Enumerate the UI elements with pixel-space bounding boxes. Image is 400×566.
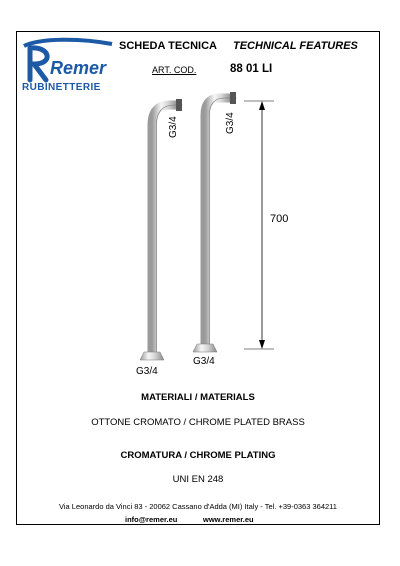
art-code-label: ART. COD. (152, 65, 197, 75)
dimension-line (244, 101, 274, 349)
right-pipe-thread (230, 92, 236, 104)
logo-word: Remer (50, 58, 107, 78)
materials-heading: MATERIALI / MATERIALS (141, 392, 255, 403)
materials-value: OTTONE CROMATO / CHROME PLATED BRASS (91, 417, 305, 428)
title-english: TECHNICAL FEATURES (233, 40, 358, 52)
left-pipe-thread (176, 99, 182, 111)
height-dimension: 700 (270, 213, 289, 225)
right-pipe-base (193, 344, 217, 352)
email-link[interactable]: info@remer.eu (125, 515, 178, 524)
logo-subtitle: RUBINETTERIE (22, 82, 101, 93)
plating-heading: CROMATURA / CHROME PLATING (120, 450, 276, 461)
thread-label-bottom-right: G3/4 (193, 356, 215, 367)
thread-label-bottom-left: G3/4 (136, 366, 158, 377)
company-address: Via Leonardo da Vinci 83 - 20062 Cassano d'Adda (MI) Italy - Tel. +39-0363 364211 (59, 502, 337, 511)
website-link[interactable]: www.remer.eu (203, 515, 254, 524)
thread-label-top-left: G3/4 (168, 116, 179, 138)
left-pipe-base (140, 352, 164, 360)
left-pipe (140, 99, 183, 360)
plating-value: UNI EN 248 (172, 474, 224, 485)
thread-label-top-right: G3/4 (225, 112, 236, 134)
art-code-value: 88 01 LI (230, 63, 273, 75)
title-italian: SCHEDA TECNICA (119, 40, 217, 52)
